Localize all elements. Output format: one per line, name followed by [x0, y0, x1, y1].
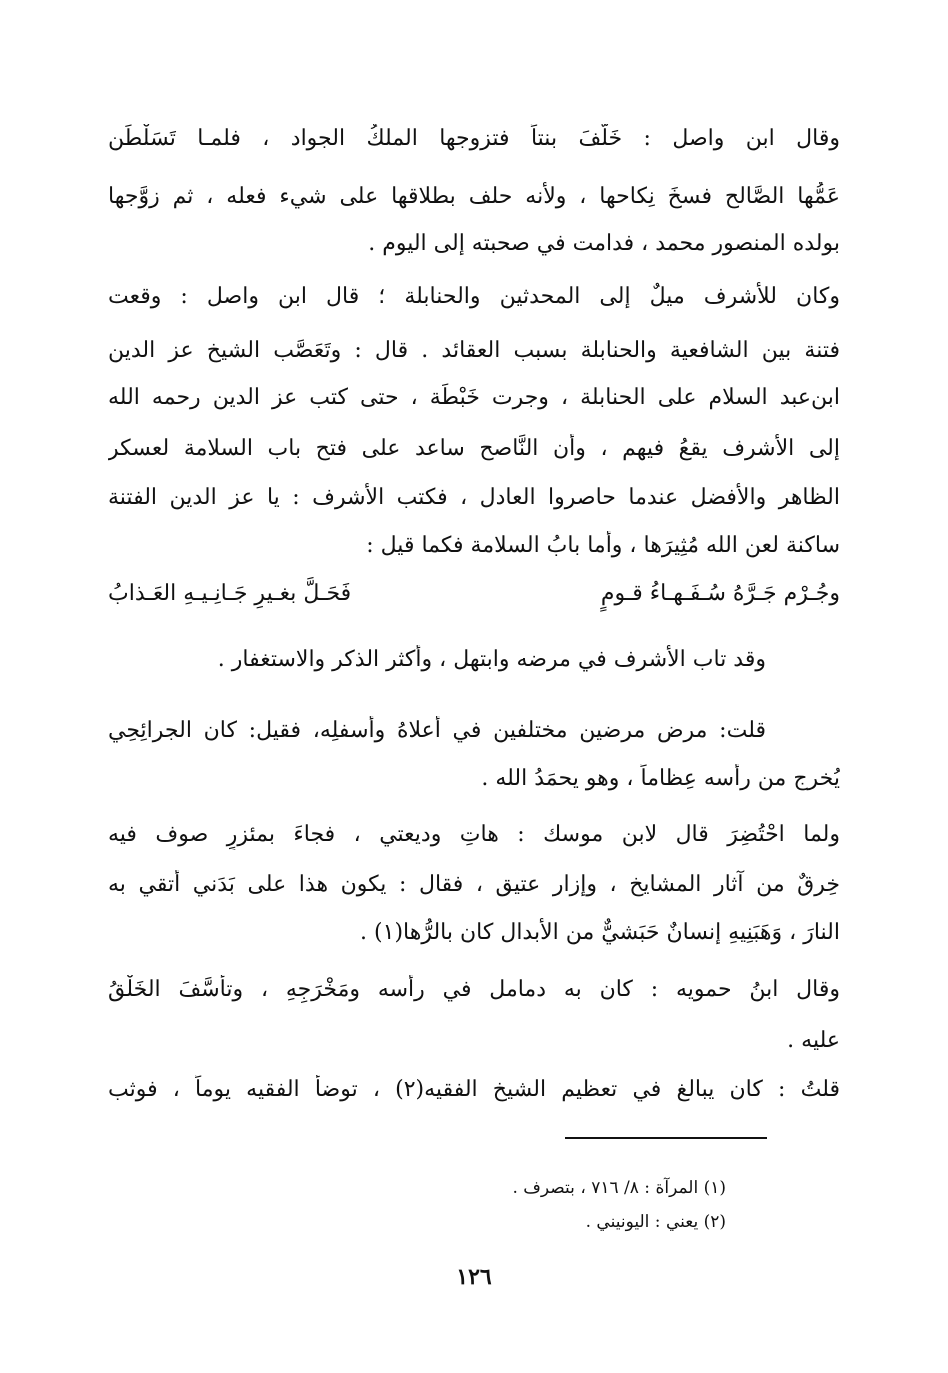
text-line: ساكنة لعن الله مُثِيرَها ، وأما بابُ السلامة فكما قيل :	[366, 533, 840, 558]
text-line: وقد تاب الأشرف في مرضه وابتهل ، وأكثر الذكر والاستغفار .	[217, 647, 766, 672]
text-line: قلتُ : كان يبالغ في تعظيم الشيخ الفقيه(٢) ، توضأ الفقيه يوماً ، فوثب	[108, 1077, 840, 1102]
footnote: (١) المرآة : ٨/ ٧١٦ ، بتصرف .	[512, 1178, 726, 1198]
text-line: بولده المنصور محمد ، فدامت في صحبته إلى اليوم .	[368, 231, 840, 256]
poetry-verse	[108, 576, 840, 612]
text-line: إلى الأشرف يقعُ فيهم ، وأن النَّاصح ساعد على فتح باب السلامة لعسكر	[108, 436, 840, 461]
text-line: فتنة بين الشافعية والحنابلة بسبب العقائد . قال : وتَعَصَّب الشيخ عز الدين	[108, 338, 840, 363]
page-number: ١٢٦	[456, 1264, 492, 1290]
text-line: النارَ ، وَهَبَنِيهِ إنسانٌ حَبَشيٌّ من الأبدال كان بالرُّها(١) .	[360, 920, 840, 945]
footnote: (٢) يعني : اليونيني .	[585, 1212, 726, 1232]
text-line: ولما احْتُضِرَ قال لابن موسك : هاتِ وديعتي ، فجاءَ بمئزرٍ صوف فيه	[108, 822, 840, 847]
text-line: خِرقٌ من آثار المشايخ ، وإزار عتيق ، فقال : يكون هذا على بَدَني أتقي به	[108, 872, 840, 897]
text-line: وقال ابنُ حمويه : كان به دمامل في رأسه ومَخْرَجِهِ ، وتأسَّفَ الخَلْقُ	[108, 977, 840, 1002]
text-line: عليه .	[787, 1028, 840, 1053]
footnote-separator	[565, 1137, 767, 1139]
text-line: وكان للأشرف ميلٌ إلى المحدثين والحنابلة ؛ قال ابن واصل : وقعت	[108, 284, 840, 309]
text-line: ابن‌عبد السلام على الحنابلة ، وجرت خَبْطَة ، حتى كتب عز الدين رحمه الله	[108, 385, 840, 410]
text-line: وقال ابن واصل : خَلَّفَ بنتاً فتزوجها الملكُ الجواد ، فلمـا تَسَلْطَن	[108, 126, 840, 151]
verse-first-hemistich: وجُـرْم جَـرَّهُ سُـفَـهـاءُ قـومٍ	[600, 581, 840, 606]
text-line: الظاهر والأفضل عندما حاصروا العادل ، فكتب الأشرف : يا عز الدين الفتنة	[108, 485, 840, 510]
text-line: يُخرج من رأسه عِظاماً ، وهو يحمَدُ الله .	[481, 766, 840, 791]
verse-second-hemistich: فَحَـلَّ بغـيرِ جَـانِـيـهِ العَـذابُ	[108, 581, 352, 606]
text-line: قلت: مرض مرضين مختلفين في أعلاهُ وأسفلِه، فقيل: كان الجرائِحِي	[108, 718, 766, 743]
text-line: عَمُّها الصَّالح فسخَ نِكاحها ، ولأنه حلف بطلاقها على شيء فعله ، ثم زوَّجها	[108, 184, 840, 209]
